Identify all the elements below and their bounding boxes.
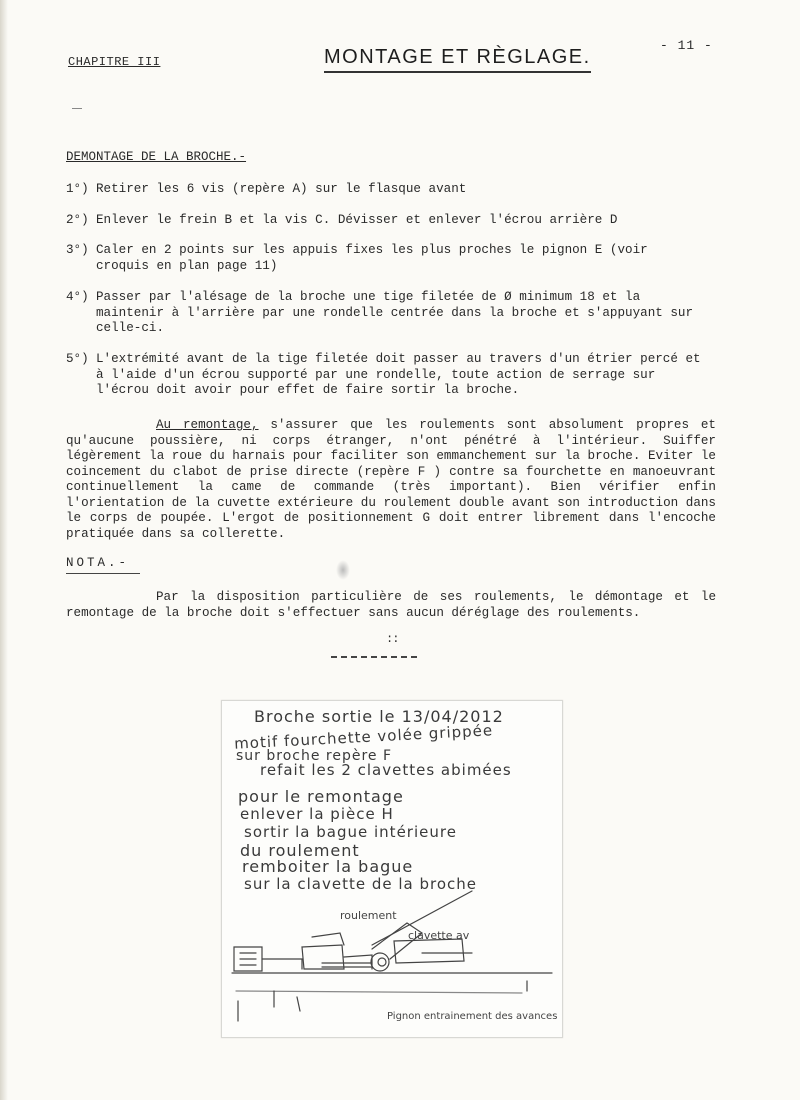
step-text: L'extrémité avant de la tige filetée doit passer au travers d'un étrier percé et à l'aide d'un écrou supporté par une rondelle, toute action de serrage sur l'écrou doit avoir pour effet de faire sortir la broche. <box>96 352 701 397</box>
step-text: Enlever le frein B et la vis C. Dévisser et enlever l'écrou arrière D <box>96 213 618 227</box>
note-line: Broche sortie le 13/04/2012 <box>254 707 504 726</box>
note-line: sortir la bague intérieure <box>244 823 457 841</box>
step-number: 4°) <box>66 290 89 304</box>
step-number: 2°) <box>66 213 89 227</box>
page-number: - 11 - <box>660 38 713 53</box>
step-number: 1°) <box>66 182 89 196</box>
step-number: 5°) <box>66 352 89 366</box>
remontage-paragraph <box>66 418 716 542</box>
step-3 <box>66 243 716 274</box>
stray-mark <box>72 108 82 109</box>
pencil-sketch <box>222 701 562 1037</box>
note-line: motif fourchette volée grippée <box>233 721 494 753</box>
handwritten-note <box>221 700 563 1038</box>
step-text: Passer par l'alésage de la broche une tige filetée de Ø minimum 18 et la maintenir à l'arrière par une rondelle centrée dans la broche et s'appuyant sur celle-ci. <box>96 290 694 335</box>
note-line: sur broche repère F <box>236 748 393 764</box>
remontage-lead: Au remontage, <box>156 418 259 432</box>
separator-rule <box>331 656 417 658</box>
section-title: DEMONTAGE DE LA BROCHE.- <box>66 150 247 164</box>
sketch-label-clavette: clavette av <box>408 929 470 942</box>
note-line: du roulement <box>240 841 360 860</box>
sketch-label-pignon: Pignon entrainement des avances <box>387 1011 558 1022</box>
remontage-text: s'assurer que les roulements sont absolument propres et qu'aucune poussière, ni corps étranger, n'ont pénétré à l'intérieur. Suiffer légèrement la roue du harnais pour faciliter son emmanchement sur la broche. Eviter le coincement du clabot de prise directe (repère F ) contre sa fourchette en manoeuvrant continuellement la came de commande (très important). Bien vérifier enfin l'orientation de la cuvette extérieure du roulement double avant son introduction dans le corps de poupée. L'ergot de positionnement G doit entrer librement dans l'encoche pratiquée dans sa collerette. <box>66 418 716 541</box>
nota-text: Par la disposition particulière de ses roulements, le démontage et le remontage de la broche doit s'effectuer sans aucun déréglage des roulements. <box>66 590 716 620</box>
step-text: Retirer les 6 vis (repère A) sur le flasque avant <box>96 182 467 196</box>
step-5 <box>66 352 716 399</box>
step-1 <box>66 182 716 198</box>
step-2 <box>66 213 716 229</box>
note-line: refait les 2 clavettes abimées <box>260 761 512 779</box>
note-line: sur la clavette de la broche <box>244 875 478 893</box>
step-text: Caler en 2 points sur les appuis fixes les plus proches le pignon E (voir croquis en plan page 11) <box>96 243 648 273</box>
page-title: MONTAGE ET RÈGLAGE. <box>324 46 591 73</box>
note-line: pour le remontage <box>238 787 404 806</box>
note-line: remboiter la bague <box>242 857 414 876</box>
scan-smudge <box>336 560 350 580</box>
note-line: enlever la pièce H <box>240 805 394 823</box>
separator-colons: :: <box>386 632 399 646</box>
sketch-label-roulement: roulement <box>340 909 397 922</box>
step-4 <box>66 290 716 337</box>
nota-label: NOTA.- <box>66 556 130 570</box>
chapter-label: CHAPITRE III <box>68 55 161 69</box>
step-number: 3°) <box>66 243 89 257</box>
page-edge-shadow <box>0 0 8 1100</box>
nota-underline <box>66 573 140 574</box>
